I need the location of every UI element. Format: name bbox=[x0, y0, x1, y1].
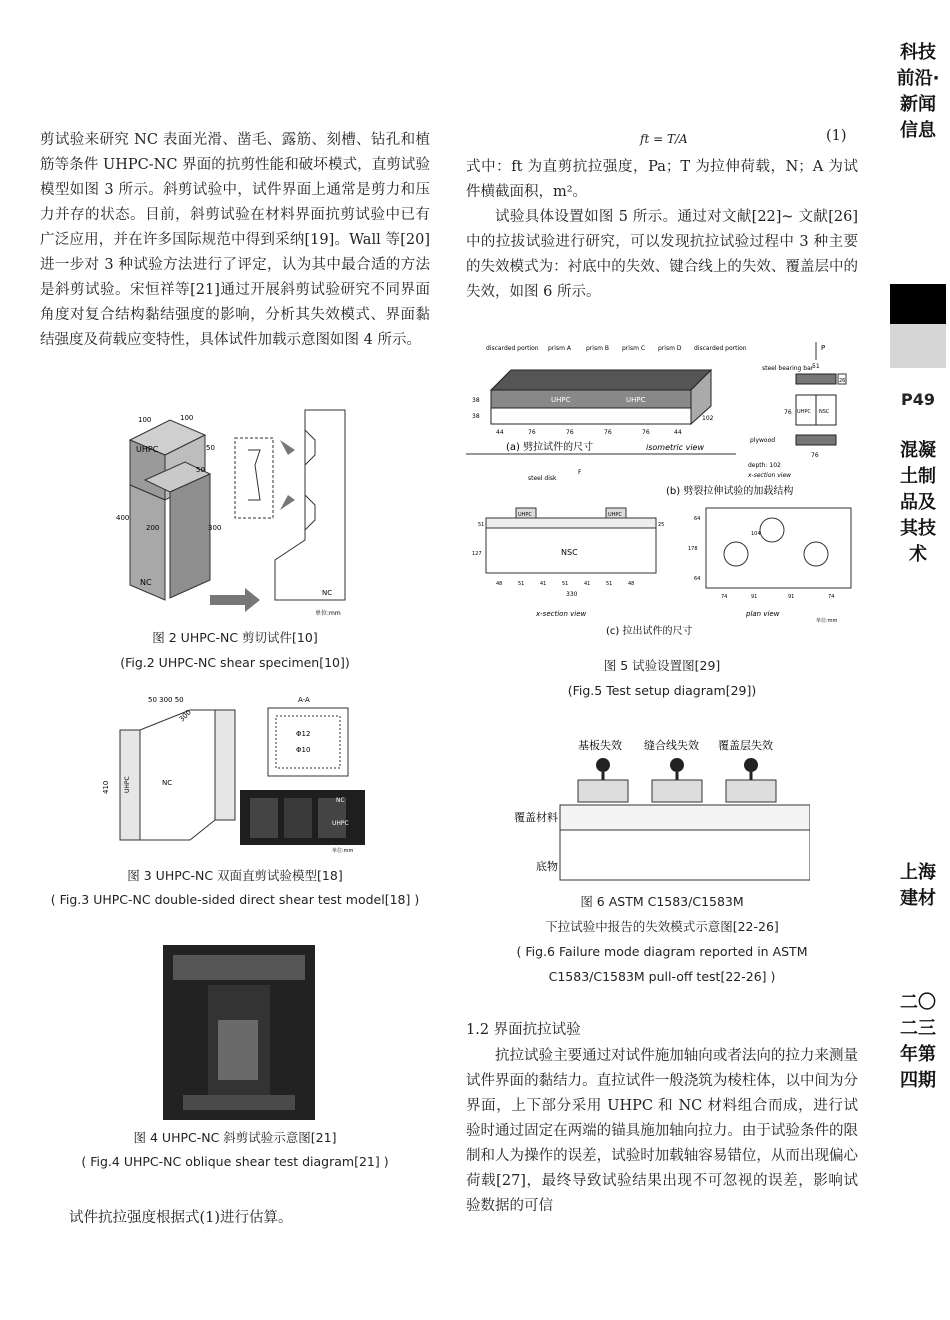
fig3-caption-en: ( Fig.3 UHPC-NC double-sided direct shear test model[18] ) bbox=[50, 892, 420, 907]
label-nc: NC bbox=[162, 779, 173, 787]
prism-a: prism A bbox=[548, 345, 571, 352]
d44a: 44 bbox=[496, 429, 504, 436]
depth: depth: 102 bbox=[748, 462, 781, 469]
d38a: 38 bbox=[472, 397, 480, 404]
uhpc-3: UHPC bbox=[518, 512, 532, 518]
left-column bbox=[40, 128, 430, 353]
dim-50b: 50 bbox=[196, 466, 205, 474]
label-uhpc-left: UHPC bbox=[124, 776, 131, 793]
dim-200: 200 bbox=[146, 524, 160, 532]
uhpc-2: UHPC bbox=[626, 396, 646, 404]
d48a: 48 bbox=[496, 581, 503, 587]
formula-number: (1) bbox=[826, 128, 847, 144]
dim-50a: 50 bbox=[206, 444, 215, 452]
d41a: 41 bbox=[540, 581, 547, 587]
d178: 178 bbox=[688, 546, 698, 552]
figure-6-failure-modes bbox=[510, 735, 810, 885]
d44b: 44 bbox=[674, 429, 682, 436]
dim-100b: 100 bbox=[180, 414, 194, 422]
d64b: 64 bbox=[694, 576, 701, 582]
d74a: 74 bbox=[721, 594, 728, 600]
d76e: 76 bbox=[784, 409, 792, 416]
journal-logo bbox=[890, 284, 946, 324]
logo-gray-band bbox=[890, 324, 946, 368]
sidebar-top-title: 科技前沿·新闻信息 bbox=[896, 42, 940, 141]
fig6-caption-cn-1: 图 6 ASTM C1583/C1583M bbox=[580, 894, 744, 909]
paragraph: 试件抗拉强度根据式(1)进行估算。 bbox=[69, 1210, 293, 1226]
d104: 104 bbox=[751, 531, 761, 537]
d91a: 91 bbox=[751, 594, 758, 600]
uhpc-4: UHPC bbox=[608, 512, 622, 518]
d51a: 51 bbox=[478, 522, 485, 528]
d64a: 64 bbox=[694, 516, 701, 522]
figure-5-test-setup bbox=[466, 340, 858, 640]
plywood: plywood bbox=[750, 437, 776, 444]
label-uhpc: UHPC bbox=[136, 445, 159, 454]
phi12: Φ12 bbox=[296, 730, 311, 738]
section-heading: 1.2 界面抗拉试验 bbox=[466, 1022, 581, 1038]
d25: 25 bbox=[658, 522, 665, 528]
dim-100a: 100 bbox=[138, 416, 152, 424]
figure-4-oblique-shear-photo bbox=[163, 945, 315, 1120]
prism-c: prism C bbox=[622, 345, 646, 352]
page-number: P49 bbox=[901, 390, 935, 409]
paragraph: 剪试验来研究 NC 表面光滑、凿毛、露筋、刻槽、钻孔和植筋等条件 UHPC-NC 界面的抗剪性能和破坏模式，直剪试验模型如图 3 所示。斜剪试验中，试件界面上通常是剪力和压力并存的状态。目前，斜剪试验在材料界面抗剪试验中已有广泛应用，并在许多国际规范中得到采纳[19]。Wall 等[20]进一步对 3 种试验方法进行了评定，认为其中最合适的方法是斜剪试验。宋恒祥等[21]通过开展斜剪试验研究不同界面角度对复合结构黏结强度的影响，分析其失效模式、界面黏结强度及荷载应变特性，具体试件加载示意图如图 4 所示。 bbox=[40, 132, 430, 348]
overlay-material: 覆盖材料 bbox=[514, 811, 558, 824]
nsc-s: NSC bbox=[819, 409, 830, 415]
d51d: 51 bbox=[606, 581, 613, 587]
uhpc-s: UHPC bbox=[797, 409, 811, 415]
nsc-big: NSC bbox=[561, 548, 578, 557]
xsec2: x-section view bbox=[536, 610, 587, 618]
d91b: 91 bbox=[788, 594, 795, 600]
d76b: 76 bbox=[566, 429, 574, 436]
mode-2: 缝合线失效 bbox=[644, 739, 699, 752]
d330: 330 bbox=[566, 591, 578, 598]
formula: ft = T/A bbox=[640, 132, 688, 146]
d51b: 51 bbox=[518, 581, 525, 587]
unit: 单位:mm bbox=[315, 610, 341, 617]
dim-410: 410 bbox=[102, 780, 110, 794]
phi10: Φ10 bbox=[296, 746, 311, 754]
fig6-caption-en-1: ( Fig.6 Failure mode diagram reported in ASTM bbox=[516, 944, 808, 959]
discarded-left: discarded portion bbox=[486, 345, 539, 352]
unit: 单位:mm bbox=[332, 848, 354, 854]
sidebar-journal: 混凝土制品及其技术 bbox=[900, 440, 936, 565]
label-nc: NC bbox=[140, 578, 152, 587]
photo-nc: NC bbox=[336, 797, 345, 804]
fig4-caption-cn: 图 4 UHPC-NC 斜剪试验示意图[21] bbox=[133, 1130, 337, 1145]
iso-view: isometric view bbox=[646, 443, 705, 452]
fig3-caption-cn: 图 3 UHPC-NC 双面直剪试验模型[18] bbox=[127, 868, 343, 883]
dim-400: 400 bbox=[116, 514, 130, 522]
dim-top: 50 300 50 bbox=[148, 696, 184, 704]
d76f: 76 bbox=[811, 452, 819, 459]
d26: 26 bbox=[839, 378, 846, 384]
sub-c: (c) 拉出试件的尺寸 bbox=[606, 626, 693, 637]
d76a: 76 bbox=[528, 429, 536, 436]
steel-bar: steel bearing bar bbox=[762, 365, 814, 372]
substrate: 底物 bbox=[536, 860, 558, 873]
d76c: 76 bbox=[604, 429, 612, 436]
label-aa: A-A bbox=[298, 696, 310, 704]
sub-b: (b) 劈裂拉伸试验的加载结构 bbox=[666, 486, 794, 497]
paragraph: 式中：ft 为直剪抗拉强度，Pa；T 为拉伸荷载，N；A 为试件横截面积，m²。 bbox=[466, 159, 858, 200]
sidebar bbox=[886, 0, 950, 1320]
d51: 51 bbox=[812, 363, 820, 370]
paragraph: 抗拉试验主要通过对试件施加轴向或者法向的拉力来测量试件界面的黏结力。直拉试件一般浇筑为棱柱体，以中间为分界面，上下部分采用 UHPC 和 NC 材料组合而成，进行试验时通过固定在两端的锚具施加轴向拉力。由于试验条件的限制和人为操作的误差，试验时加载轴容易错位，从而出现偏心荷载[27]，最终导致试验结果出现不可忽视的误差，影响试验数据的可信 bbox=[466, 1048, 858, 1214]
fig5-caption-en: (Fig.5 Test setup diagram[29]) bbox=[567, 683, 757, 698]
d41b: 41 bbox=[584, 581, 591, 587]
fig6-caption-cn-2: 下拉试验中报告的失效模式示意图[22-26] bbox=[545, 919, 779, 934]
discarded-right: discarded portion bbox=[694, 345, 747, 352]
prism-b: prism B bbox=[586, 345, 609, 352]
d51c: 51 bbox=[562, 581, 569, 587]
d76d: 76 bbox=[642, 429, 650, 436]
photo-uhpc: UHPC bbox=[332, 820, 349, 827]
sidebar-issue: 二〇二三年第四期 bbox=[900, 992, 936, 1091]
sub-a: (a) 劈拉试件的尺寸 bbox=[506, 442, 594, 453]
uhpc-1: UHPC bbox=[551, 396, 571, 404]
left-column-end bbox=[40, 1206, 430, 1231]
paragraph: 试验具体设置如图 5 所示。通过对文献[22]~ 文献[26]中的拉拔试验进行研究，可以发现抗拉试验过程中 3 种主要的失效模式为：衬底中的失效、键合线上的失效、覆盖层中的失效，如图 6 所示。 bbox=[466, 209, 858, 300]
unit: 单位:mm bbox=[816, 618, 838, 624]
dim-300: 300 bbox=[177, 708, 193, 724]
fig5-caption-cn: 图 5 试验设置图[29] bbox=[603, 658, 721, 673]
right-column-2 bbox=[466, 1044, 858, 1219]
p-label: P bbox=[821, 344, 826, 352]
xsec: x-section view bbox=[748, 472, 792, 479]
dim-300: 300 bbox=[208, 524, 222, 532]
label-nc2: NC bbox=[322, 589, 333, 597]
steel-disk: steel disk bbox=[528, 475, 557, 482]
mode-1: 基板失效 bbox=[578, 739, 622, 752]
sidebar-publisher: 上海建材 bbox=[900, 862, 936, 909]
right-column bbox=[466, 155, 858, 305]
d38b: 38 bbox=[472, 413, 480, 420]
d102: 102 bbox=[702, 415, 714, 422]
d74b: 74 bbox=[828, 594, 835, 600]
d127: 127 bbox=[472, 551, 482, 557]
mode-3: 覆盖层失效 bbox=[718, 739, 773, 752]
fig4-caption-en: ( Fig.4 UHPC-NC oblique shear test diagram[21] ) bbox=[81, 1154, 389, 1169]
plan-view: plan view bbox=[746, 610, 780, 618]
fig2-caption-en: (Fig.2 UHPC-NC shear specimen[10]) bbox=[120, 655, 350, 670]
f-label: F bbox=[578, 469, 582, 476]
fig2-caption-cn: 图 2 UHPC-NC 剪切试件[10] bbox=[152, 630, 318, 645]
prism-d: prism D bbox=[658, 345, 682, 352]
figure-3-double-shear-model bbox=[100, 690, 370, 855]
figure-2-shear-specimen bbox=[110, 400, 360, 620]
fig6-caption-en-2: C1583/C1583M pull-off test[22-26] ) bbox=[548, 969, 776, 984]
d48b: 48 bbox=[628, 581, 635, 587]
